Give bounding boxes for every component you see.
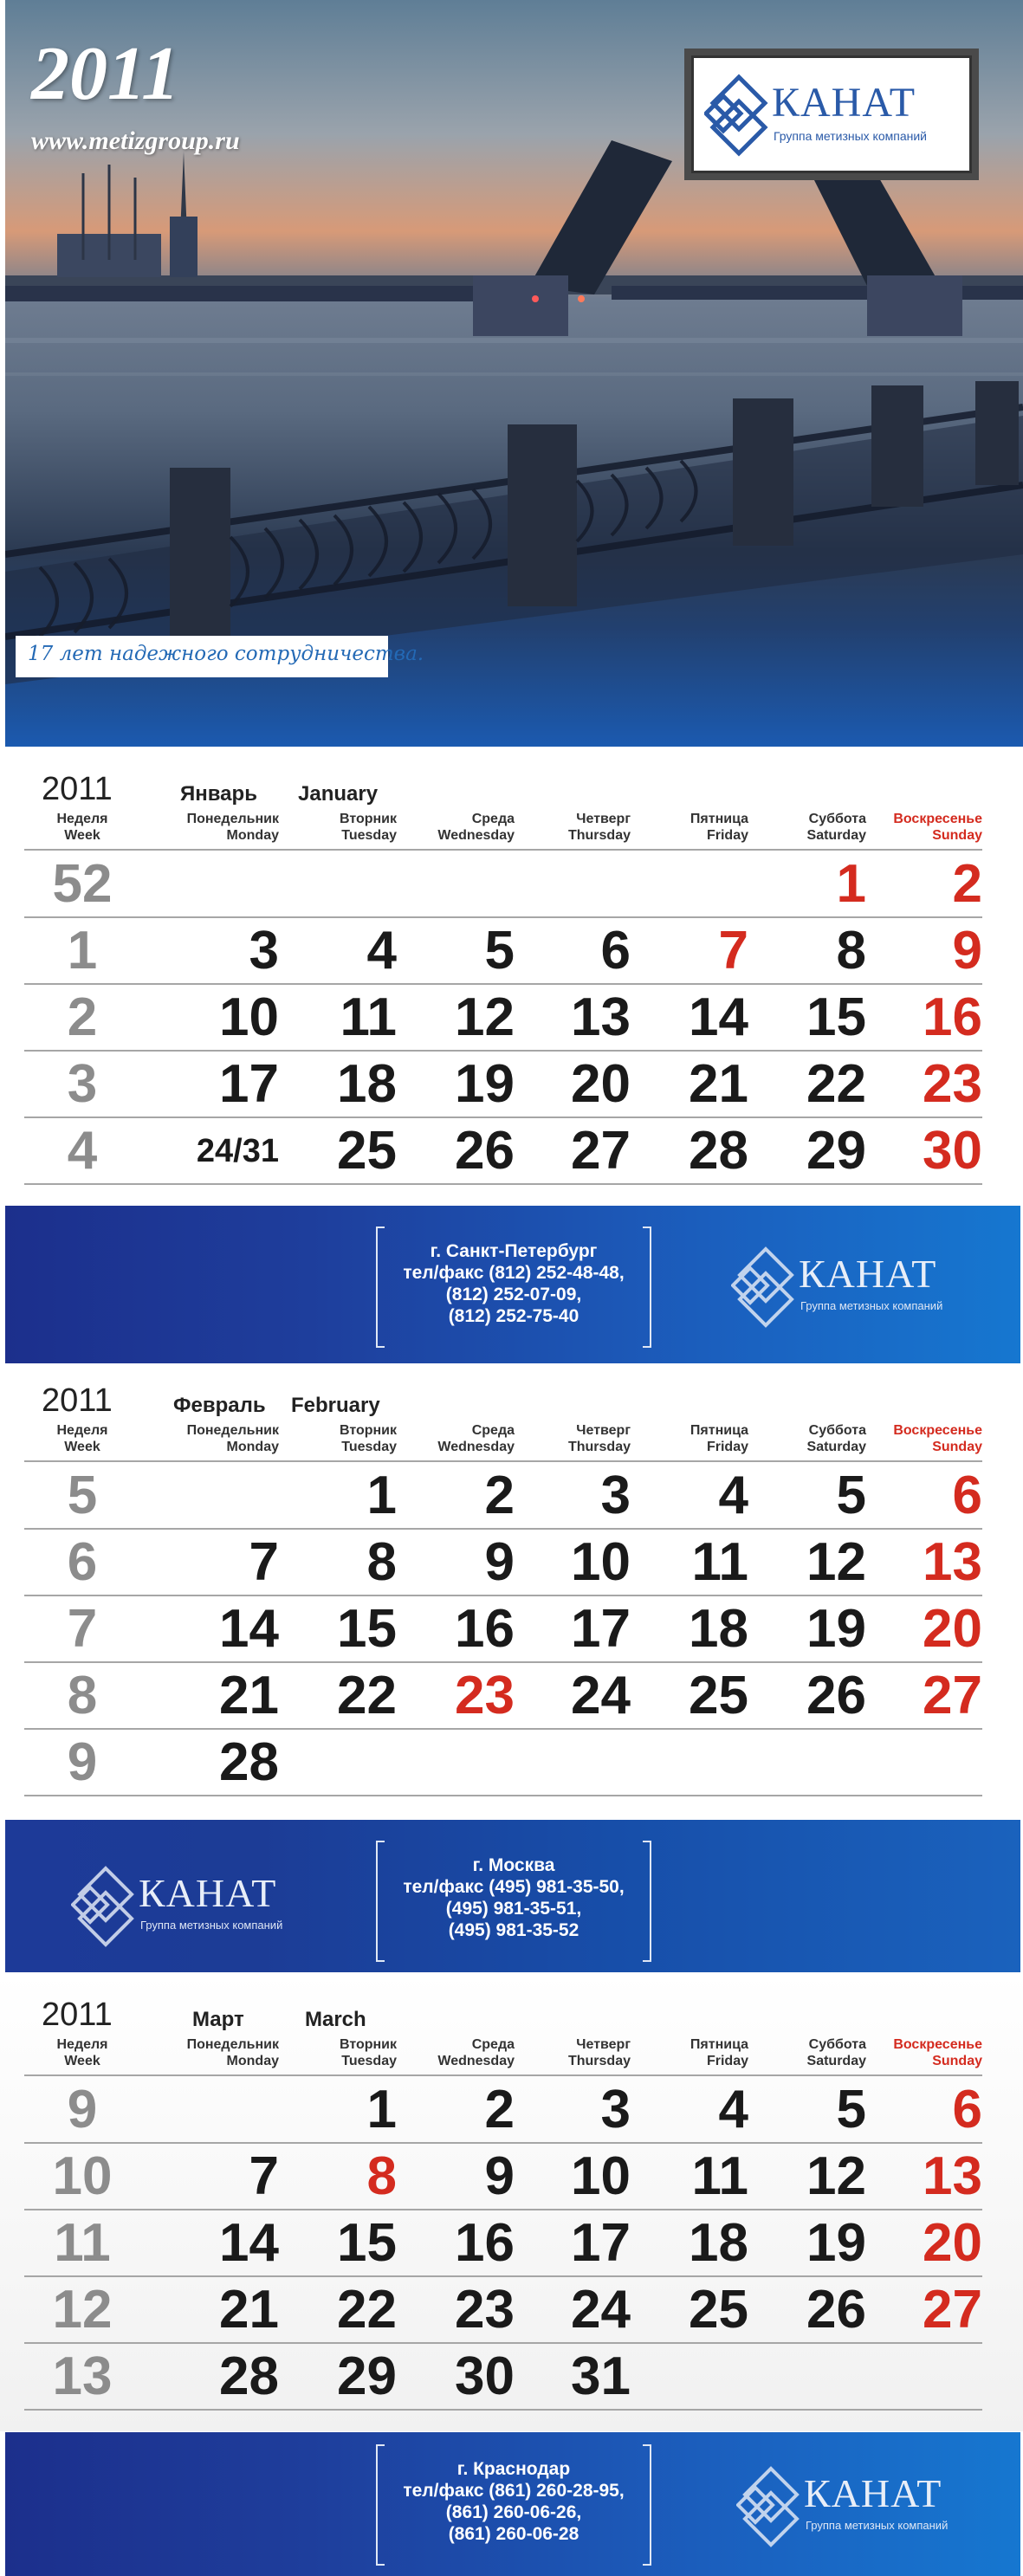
day-cell: 9 xyxy=(484,2146,515,2206)
day-cell: 26 xyxy=(806,1666,866,1725)
day-cell: 2 xyxy=(952,854,982,914)
contact-phone: (861) 260-06-26, xyxy=(445,2502,582,2522)
day-cell: 28 xyxy=(219,1732,279,1792)
header-wed-label: Wednesday xyxy=(437,1440,515,1454)
day-cell: 27 xyxy=(923,1666,982,1725)
header-tue-label: Tuesday xyxy=(341,1440,397,1454)
header-mon xyxy=(175,1422,279,1455)
row-separator xyxy=(24,1795,982,1796)
day-cell: 23 xyxy=(455,1666,515,1725)
header-sat xyxy=(762,811,866,844)
day-cell: 1 xyxy=(366,1466,397,1525)
day-cell: 3 xyxy=(600,2080,631,2139)
header-tue-label: Tuesday xyxy=(341,2054,397,2068)
header-sun-label: Sunday xyxy=(932,1440,982,1454)
header-sat-label: Saturday xyxy=(806,1440,866,1454)
logo-wordmark: КАНАТ xyxy=(139,1871,277,1915)
header-sun-label: Воскресенье xyxy=(893,2037,982,2052)
header-thu-label: Thursday xyxy=(567,828,631,843)
day-cell: 27 xyxy=(923,2280,982,2340)
row-separator xyxy=(24,1728,982,1730)
day-cell: 16 xyxy=(455,2213,515,2273)
day-cell: 13 xyxy=(923,1532,982,1592)
slogan: 17 лет надежного сотрудничества. xyxy=(16,636,388,677)
header-thu-label: Четверг xyxy=(576,812,631,826)
header-week xyxy=(35,811,130,844)
contact-phone: тел/факс (812) 252-48-48, xyxy=(403,1263,625,1283)
header-mon-label: Понедельник xyxy=(186,1423,279,1438)
header-mon-label: Monday xyxy=(226,2054,279,2068)
row-separator xyxy=(24,1528,982,1530)
day-cell: 17 xyxy=(219,1054,279,1114)
week-number: 8 xyxy=(67,1666,98,1725)
header-fri xyxy=(644,2036,748,2069)
header-sun-label: Sunday xyxy=(932,828,982,843)
header-tue-label: Вторник xyxy=(339,1423,397,1438)
day-cell: 11 xyxy=(691,2146,748,2206)
day-cell: 5 xyxy=(836,1466,866,1525)
contact-band-moscow xyxy=(5,1820,1020,1977)
day-cell: 21 xyxy=(219,2280,279,2340)
header-thu-label: Thursday xyxy=(567,1440,631,1454)
day-cell: 3 xyxy=(600,1466,631,1525)
week-number: 7 xyxy=(67,1599,98,1659)
month-name-ru: Февраль xyxy=(173,1394,266,1417)
header-thu-label: Thursday xyxy=(567,2054,631,2068)
header-sat-label: Saturday xyxy=(806,828,866,843)
header-tue xyxy=(293,2036,397,2069)
week-number: 6 xyxy=(67,1532,98,1592)
logo-diamond-icon xyxy=(736,2458,814,2553)
day-cell: 20 xyxy=(923,2213,982,2273)
day-cell: 21 xyxy=(219,1666,279,1725)
day-cell: 14 xyxy=(689,987,748,1047)
day-cell: 23 xyxy=(455,2280,515,2340)
day-cell: 4 xyxy=(718,1466,748,1525)
day-cell: 10 xyxy=(571,2146,631,2206)
header-mon-label: Monday xyxy=(226,828,279,843)
row-separator xyxy=(24,1050,982,1052)
month-name-ru: Январь xyxy=(180,782,257,806)
month-year: 2011 xyxy=(42,1997,113,2033)
row-separator xyxy=(24,2409,982,2411)
day-cell: 12 xyxy=(806,2146,866,2206)
row-separator xyxy=(24,1595,982,1596)
header-fri xyxy=(644,1422,748,1455)
contact-block-krasnodar xyxy=(376,2444,651,2562)
contact-block-spb xyxy=(376,1227,651,1344)
day-cell: 15 xyxy=(806,987,866,1047)
contact-phone: (495) 981-35-52 xyxy=(448,1920,579,1940)
day-cell: 6 xyxy=(952,2080,982,2139)
day-cell: 8 xyxy=(836,921,866,981)
logo-diamond-icon xyxy=(704,67,782,162)
company-logo xyxy=(704,67,964,162)
header-wed-label: Wednesday xyxy=(437,2054,515,2068)
day-cell: 14 xyxy=(219,1599,279,1659)
logo-diamond-icon xyxy=(731,1239,809,1334)
day-cell: 24 xyxy=(571,1666,631,1725)
day-cell: 25 xyxy=(689,2280,748,2340)
day-cell: 14 xyxy=(219,2213,279,2273)
day-cell: 2 xyxy=(484,2080,515,2139)
day-cell: 7 xyxy=(249,2146,279,2206)
day-cell: 18 xyxy=(689,1599,748,1659)
row-separator xyxy=(24,2142,982,2144)
logo-subtitle: Группа метизных компаний xyxy=(806,2519,949,2532)
day-cell: 6 xyxy=(600,921,631,981)
row-separator xyxy=(24,983,982,985)
header-tue xyxy=(293,1422,397,1455)
contact-city: г. Краснодар xyxy=(456,2459,571,2479)
day-cell: 5 xyxy=(836,2080,866,2139)
week-number: 10 xyxy=(52,2146,113,2206)
header-wed-label: Среда xyxy=(471,2037,515,2052)
logo-subtitle: Группа метизных компаний xyxy=(774,129,927,143)
logo-wordmark: КАНАТ xyxy=(804,2471,942,2515)
day-cell: 7 xyxy=(249,1532,279,1592)
header-fri-label: Пятница xyxy=(690,1423,748,1438)
day-cell: 10 xyxy=(571,1532,631,1592)
header-logo-frame xyxy=(684,49,979,180)
header-sat-label: Суббота xyxy=(808,1423,866,1438)
day-cell: 17 xyxy=(571,1599,631,1659)
header-week-label: Week xyxy=(64,2054,100,2068)
contact-phone: тел/факс (861) 260-28-95, xyxy=(403,2481,625,2501)
contact-phone: тел/факс (495) 981-35-50, xyxy=(403,1877,625,1897)
day-cell: 15 xyxy=(337,1599,397,1659)
header-week xyxy=(35,1422,130,1455)
row-separator xyxy=(24,1661,982,1663)
header-wed-label: Среда xyxy=(471,812,515,826)
row-separator xyxy=(24,916,982,918)
day-cell: 25 xyxy=(689,1666,748,1725)
week-number: 3 xyxy=(67,1054,98,1114)
week-number: 52 xyxy=(52,854,113,914)
header-week-label: Неделя xyxy=(56,2037,108,2052)
day-cell: 11 xyxy=(691,1532,748,1592)
logo-subtitle: Группа метизных компаний xyxy=(800,1299,943,1312)
header-fri-label: Friday xyxy=(706,828,748,843)
day-cell: 13 xyxy=(571,987,631,1047)
day-cell: 17 xyxy=(571,2213,631,2273)
month-year: 2011 xyxy=(42,1382,113,1419)
header-week-label: Неделя xyxy=(56,1423,108,1438)
day-cell: 12 xyxy=(806,1532,866,1592)
header-sun xyxy=(878,1422,982,1455)
day-cell: 10 xyxy=(219,987,279,1047)
contact-block-moscow xyxy=(376,1841,651,1958)
logo-wordmark: КАНАТ xyxy=(772,80,916,126)
day-cell: 16 xyxy=(923,987,982,1047)
header-tue-label: Вторник xyxy=(339,812,397,826)
header-sun-label: Воскресенье xyxy=(893,812,982,826)
header-fri xyxy=(644,811,748,844)
header-week-label: Week xyxy=(64,828,100,843)
header-sat-label: Суббота xyxy=(808,2037,866,2052)
day-cell: 28 xyxy=(219,2346,279,2406)
day-cell: 26 xyxy=(806,2280,866,2340)
contact-city: г. Москва xyxy=(472,1855,555,1875)
week-number: 9 xyxy=(67,1732,98,1792)
day-cell: 21 xyxy=(689,1054,748,1114)
month-name-en: February xyxy=(291,1394,380,1417)
day-cell: 22 xyxy=(337,1666,397,1725)
header-wed-label: Wednesday xyxy=(437,828,515,843)
contact-phone: (812) 252-75-40 xyxy=(448,1306,579,1326)
header-tue xyxy=(293,811,397,844)
week-number: 5 xyxy=(67,1466,98,1525)
day-cell: 28 xyxy=(689,1121,748,1181)
header-mon-label: Понедельник xyxy=(186,2037,279,2052)
header-fri-label: Пятница xyxy=(690,812,748,826)
header-fri-label: Friday xyxy=(706,2054,748,2068)
week-number: 2 xyxy=(67,987,98,1047)
header-sat-label: Суббота xyxy=(808,812,866,826)
day-cell: 26 xyxy=(455,1121,515,1181)
week-number: 1 xyxy=(67,921,98,981)
day-cell: 22 xyxy=(337,2280,397,2340)
header-year: 2011 xyxy=(31,32,180,116)
day-cell: 1 xyxy=(366,2080,397,2139)
month-name-ru: Март xyxy=(192,2008,244,2031)
header-separator xyxy=(24,1460,982,1462)
header-tue-label: Вторник xyxy=(339,2037,397,2052)
day-cell: 11 xyxy=(340,987,397,1047)
day-cell: 12 xyxy=(455,987,515,1047)
day-cell: 30 xyxy=(455,2346,515,2406)
week-number: 13 xyxy=(52,2346,113,2406)
header-mon-label: Monday xyxy=(226,1440,279,1454)
day-cell: 31 xyxy=(571,2346,631,2406)
header-fri-label: Friday xyxy=(706,1440,748,1454)
day-cell: 9 xyxy=(484,1532,515,1592)
day-cell: 20 xyxy=(571,1054,631,1114)
day-cell: 19 xyxy=(455,1054,515,1114)
logo-diamond-icon xyxy=(71,1858,149,1953)
contact-phone: (495) 981-35-51, xyxy=(445,1899,582,1919)
day-cell: 24/31 xyxy=(196,1133,279,1169)
day-cell: 18 xyxy=(689,2213,748,2273)
row-separator xyxy=(24,2342,982,2344)
day-cell: 9 xyxy=(952,921,982,981)
header-sat-label: Saturday xyxy=(806,2054,866,2068)
band-logo xyxy=(736,2458,996,2553)
header-sun-label: Воскресенье xyxy=(893,1423,982,1438)
day-cell: 22 xyxy=(806,1054,866,1114)
header-mon xyxy=(175,811,279,844)
day-cell: 13 xyxy=(923,2146,982,2206)
contact-band-krasnodar xyxy=(5,2432,1020,2576)
day-cell: 30 xyxy=(923,1121,982,1181)
header-week-label: Неделя xyxy=(56,812,108,826)
header-week-label: Week xyxy=(64,1440,100,1454)
header-sat xyxy=(762,1422,866,1455)
month-name-en: March xyxy=(305,2008,366,2031)
header-separator xyxy=(24,2074,982,2076)
header-fri-label: Пятница xyxy=(690,2037,748,2052)
day-cell: 5 xyxy=(484,921,515,981)
row-separator xyxy=(24,1183,982,1185)
contact-city: г. Санкт-Петербург xyxy=(430,1241,598,1261)
week-number: 4 xyxy=(67,1121,98,1181)
day-cell: 24 xyxy=(571,2280,631,2340)
header-mon-label: Понедельник xyxy=(186,812,279,826)
header-week xyxy=(35,2036,130,2069)
day-cell: 4 xyxy=(718,2080,748,2139)
day-cell: 15 xyxy=(337,2213,397,2273)
header-sat xyxy=(762,2036,866,2069)
day-cell: 29 xyxy=(337,2346,397,2406)
day-cell: 16 xyxy=(455,1599,515,1659)
header-thu xyxy=(527,811,631,844)
header-wed xyxy=(411,2036,515,2069)
header-thu-label: Четверг xyxy=(576,2037,631,2052)
band-logo xyxy=(731,1239,991,1334)
day-cell: 2 xyxy=(484,1466,515,1525)
logo-subtitle: Группа метизных компаний xyxy=(140,1919,283,1932)
header-separator xyxy=(24,849,982,851)
day-cell: 27 xyxy=(571,1121,631,1181)
header-sun xyxy=(878,2036,982,2069)
contact-phone: (812) 252-07-09, xyxy=(445,1285,582,1304)
website-url[interactable]: www.metizgroup.ru xyxy=(31,126,240,155)
day-cell: 1 xyxy=(836,854,866,914)
day-cell: 7 xyxy=(718,921,748,981)
band-logo xyxy=(71,1858,331,1953)
header-wed xyxy=(411,811,515,844)
day-cell: 20 xyxy=(923,1599,982,1659)
day-cell: 19 xyxy=(806,2213,866,2273)
header-wed-label: Среда xyxy=(471,1423,515,1438)
day-cell: 4 xyxy=(366,921,397,981)
day-cell: 8 xyxy=(366,2146,397,2206)
day-cell: 6 xyxy=(952,1466,982,1525)
header-thu xyxy=(527,2036,631,2069)
day-cell: 29 xyxy=(806,1121,866,1181)
header-tue-label: Tuesday xyxy=(341,828,397,843)
contact-phone: (861) 260-06-28 xyxy=(448,2524,579,2544)
header-thu-label: Четверг xyxy=(576,1423,631,1438)
month-name-en: January xyxy=(298,782,379,806)
row-separator xyxy=(24,1116,982,1118)
day-cell: 25 xyxy=(337,1121,397,1181)
header-thu xyxy=(527,1422,631,1455)
week-number: 11 xyxy=(54,2213,111,2273)
row-separator xyxy=(24,2275,982,2277)
header-sun xyxy=(878,811,982,844)
contact-band-spb xyxy=(5,1206,1020,1363)
header-mon xyxy=(175,2036,279,2069)
header-wed xyxy=(411,1422,515,1455)
week-number: 12 xyxy=(52,2280,113,2340)
week-number: 9 xyxy=(67,2080,98,2139)
logo-wordmark: КАНАТ xyxy=(799,1252,937,1296)
day-cell: 18 xyxy=(337,1054,397,1114)
day-cell: 23 xyxy=(923,1054,982,1114)
day-cell: 19 xyxy=(806,1599,866,1659)
day-cell: 8 xyxy=(366,1532,397,1592)
month-year: 2011 xyxy=(42,771,113,807)
header-sun-label: Sunday xyxy=(932,2054,982,2068)
day-cell: 3 xyxy=(249,921,279,981)
row-separator xyxy=(24,2209,982,2210)
header-photo xyxy=(5,0,1023,747)
